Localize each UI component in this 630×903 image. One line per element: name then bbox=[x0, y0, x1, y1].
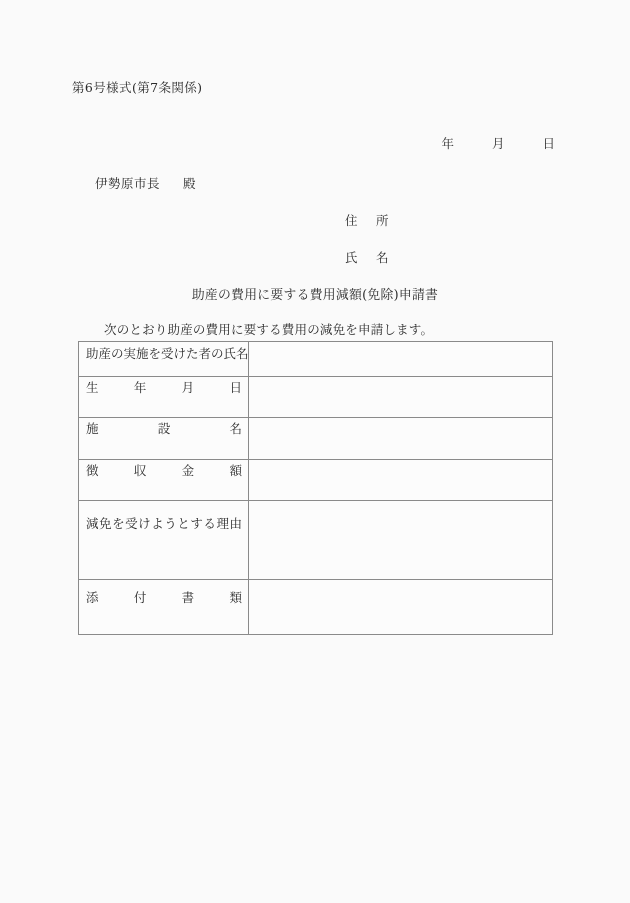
row-label-text: 施設名 bbox=[86, 421, 242, 437]
row-value-reduction-reason[interactable] bbox=[249, 500, 553, 579]
row-label-text: 助産の実施を受けた者の氏名 bbox=[86, 346, 249, 361]
applicant-address-label-char2: 所 bbox=[375, 213, 389, 228]
applicant-address-label bbox=[345, 211, 389, 229]
table-row bbox=[79, 579, 553, 634]
addressee-honorific: 殿 bbox=[182, 176, 196, 191]
row-label-recipient-name bbox=[79, 342, 249, 377]
applicant-name-label-char2: 名 bbox=[375, 250, 389, 265]
row-value-birth-date[interactable] bbox=[249, 377, 553, 418]
lead-sentence: 次のとおり助産の費用に要する費用の減免を申請します。 bbox=[104, 322, 434, 337]
applicant-name-label-char1: 氏 bbox=[345, 250, 359, 265]
applicant-name-label bbox=[345, 248, 389, 266]
applicant-address-label-char1: 住 bbox=[345, 213, 359, 228]
document-title: 助産の費用に要する費用減額(免除)申請書 bbox=[191, 288, 439, 303]
date-year-label: 年 bbox=[441, 136, 455, 151]
row-label-facility-name bbox=[79, 418, 249, 459]
table-row bbox=[79, 342, 553, 377]
date-line bbox=[0, 134, 630, 152]
table-row bbox=[79, 377, 553, 418]
application-table bbox=[78, 341, 553, 635]
table-row bbox=[79, 500, 553, 579]
row-label-text: 減免を受けようとする理由 bbox=[86, 515, 242, 531]
table-row bbox=[79, 459, 553, 500]
row-label-text: 生年月日 bbox=[86, 380, 242, 395]
date-month-label: 月 bbox=[492, 136, 505, 151]
form-number: 第6号様式(第7条関係) bbox=[72, 80, 203, 95]
date-day-label: 日 bbox=[542, 136, 555, 151]
row-value-facility-name[interactable] bbox=[249, 418, 553, 459]
row-value-collected-amount[interactable] bbox=[249, 459, 553, 500]
addressee bbox=[95, 174, 196, 192]
row-label-attached-documents bbox=[79, 579, 249, 634]
row-value-attached-documents[interactable] bbox=[249, 579, 553, 634]
addressee-recipient: 伊勢原市長 bbox=[95, 176, 161, 191]
row-label-text: 添付書類 bbox=[86, 589, 242, 605]
row-value-recipient-name[interactable] bbox=[249, 342, 553, 377]
table-row bbox=[79, 418, 553, 459]
row-label-birth-date bbox=[79, 377, 249, 418]
row-label-text: 徴収金額 bbox=[86, 462, 242, 478]
row-label-collected-amount bbox=[79, 459, 249, 500]
row-label-reduction-reason bbox=[79, 500, 249, 579]
